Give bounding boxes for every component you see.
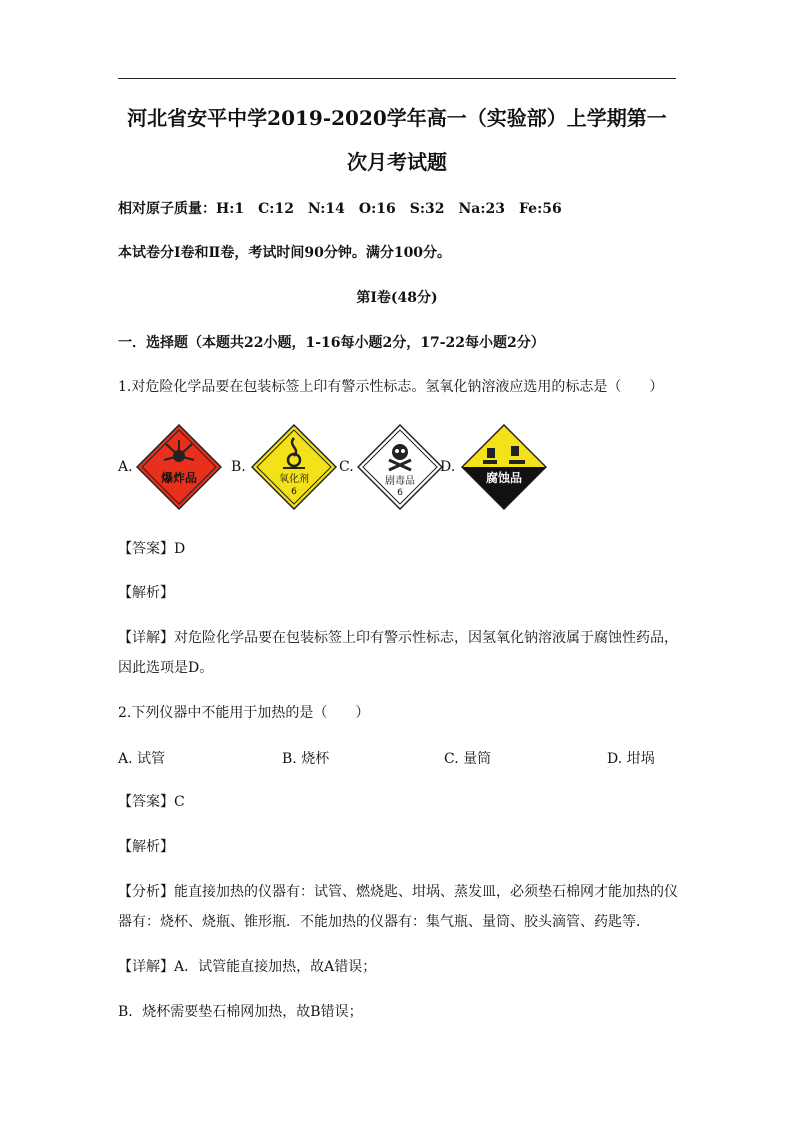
svg-text:6: 6	[291, 487, 297, 497]
question-1-options	[118, 424, 558, 510]
svg-text:6: 6	[397, 488, 403, 498]
question-2-choice-c: C. 量筒	[444, 751, 492, 767]
explosive-sign-icon	[136, 424, 222, 510]
corrosive-sign-icon	[461, 424, 547, 510]
exam-info: 本试卷分Ⅰ卷和Ⅱ卷，考试时间90分钟。满分100分。	[118, 245, 452, 261]
question-1-detail-line2: 因此选项是D。	[118, 660, 214, 676]
question-2-choice-d: D. 坩埚	[607, 751, 655, 767]
option-d-letter: D.	[440, 459, 456, 475]
page-title-line1: 河北省安平中学2019-2020学年高一（实验部）上学期第一	[127, 106, 667, 130]
question-2-fenxi-line2: 器有：烧杯、烧瓶、锥形瓶．不能加热的仪器有：集气瓶、量筒、胶头滴管、药匙等．	[118, 914, 650, 930]
question-1-analysis-label: 【解析】	[118, 585, 174, 601]
question-2-analysis-label: 【解析】	[118, 839, 174, 855]
header-rule	[118, 78, 676, 79]
question-2-answer: 【答案】C	[118, 794, 185, 810]
question-2-choice-a: A. 试管	[118, 751, 166, 767]
svg-text:爆炸品: 爆炸品	[160, 471, 198, 485]
svg-text:剧毒品: 剧毒品	[385, 476, 415, 487]
question-2-stem: 2.下列仪器中不能用于加热的是（ ）	[118, 705, 370, 721]
toxic-sign-icon	[357, 424, 443, 510]
question-1-detail-line1: 【详解】对危险化学品要在包装标签上印有警示性标志，因氢氧化钠溶液属于腐蚀性药品，	[118, 630, 678, 646]
part-heading: 一．选择题（本题共22小题，1-16每小题2分，17-22每小题2分）	[118, 335, 545, 351]
question-2-detail-a: 【详解】A．试管能直接加热，故A错误；	[118, 959, 377, 975]
question-1-stem: 1.对危险化学品要在包装标签上印有警示性标志。氢氧化钠溶液应选用的标志是（ ）	[118, 379, 664, 395]
oxidizer-sign-icon	[251, 424, 337, 510]
svg-text:腐蚀品: 腐蚀品	[485, 471, 523, 485]
question-2-fenxi-line1: 【分析】能直接加热的仪器有：试管、燃烧匙、坩埚、蒸发皿，必须垫石棉网才能加热的仪	[118, 884, 678, 900]
question-2-choice-b: B. 烧杯	[282, 751, 330, 767]
question-2-detail-b: B．烧杯需要垫石棉网加热，故B错误；	[118, 1004, 363, 1020]
atomic-masses: 相对原子质量：H:1 C:12 N:14 O:16 S:32 Na:23 Fe:56	[118, 201, 562, 217]
svg-text:氧化剂: 氧化剂	[279, 474, 309, 485]
option-c-letter: C.	[339, 459, 354, 475]
section-heading: 第Ⅰ卷(48分)	[356, 290, 438, 306]
option-a-letter: A.	[118, 459, 133, 475]
page-title-line2: 次月考试题	[347, 150, 447, 174]
option-b-letter: B.	[231, 459, 246, 475]
question-1-answer: 【答案】D	[118, 541, 186, 557]
